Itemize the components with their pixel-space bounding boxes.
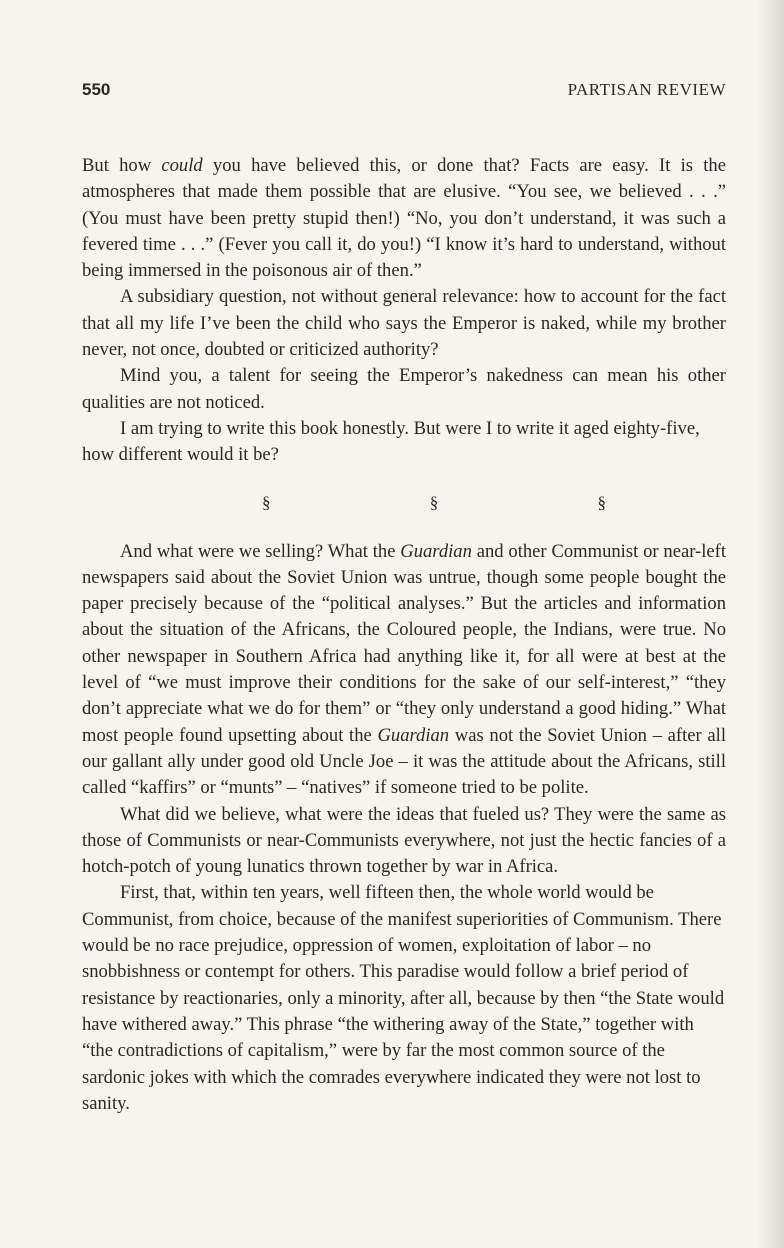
paragraph-7: First, that, within ten years, well fifteen then, the whole world would be Communist, from choice, because of the manifest superiorities of Communism. There would be no race prejudice, oppression of women, exploitation of labor – no snobbishness or contempt for others. This paradise would follow a brief period of resistance by reactionaries, only a minority, after all, because by then “the State would have withered away.” This phrase “the withering away of the State,” together with “the contradictions of capitalism,” were by far the most common source of the sardonic jokes with which the comrades everywhere indicated they were not lost to sanity. [82,882,725,1114]
paragraph-6: What did we believe, what were the ideas that fueled us? They were the same as those of Communists or near-Communists everywhere, not just the hectic fancies of a hotch-potch of young lunatics thrown together by war in Africa. [82,803,726,878]
paragraph-1: But how could you have believed this, or done that? Facts are easy. It is the atmospheres that made them possible that are elusive. “You see, we believed . . .” (You must have been pretty stupid then!) “No, you don’t understand, it was such a fevered time . . .” (Fever you call it, do you!) “I know it’s hard to understand, without being immersed in the poisonous air of then.” [82,155,726,282]
emphasis-could: could [161,155,203,176]
paragraph-4: I am trying to write this book honestly. But were I to write it aged eighty-five, how different would it be? [82,417,700,466]
newspaper-title: Guardian [400,540,472,562]
page-number: 550 [82,80,111,99]
paragraph-3: Mind you, a talent for seeing the Emperor’s nakedness can mean his other qualities are not noticed. [82,365,726,413]
newspaper-title: Guardian [377,724,450,746]
paragraph-2: A subsidiary question, not without general relevance: how to account for the fact that all my life I’ve been the child who says the Emperor is naked, while my brother never, not once, doubted or criticized authority? [82,286,726,361]
section-mark: § [597,492,606,512]
paragraph-5: And what were we selling? What the Guardian and other Communist or near-left newspapers said about the Soviet Union was untrue, though some people bought the paper precisely because of the “political analyses.” But the articles and information about the situation of the Africans, the Coloured people, the Indians, were true. No other newspaper in Southern Africa had anything like it, for all were at best at the level of “we must improve their conditions for the sake of our self-interest,” “they don’t appreciate what we do for them” or “they only understand a good hiding.” What most people found upsetting about the Guardian was not the Soviet Union – after all our gallant ally under good old Uncle Joe – it was the attitude about the Africans, still called “kaffirs” or “munts” – “natives” if someone tried to be polite. [82,540,726,799]
journal-title: PARTISAN REVIEW [567,80,726,99]
running-head [82,80,726,104]
body-text [82,153,726,1117]
section-mark: § [429,492,439,512]
section-break [262,490,606,516]
page-edge-shadow [756,0,784,1248]
section-mark: § [262,492,271,512]
